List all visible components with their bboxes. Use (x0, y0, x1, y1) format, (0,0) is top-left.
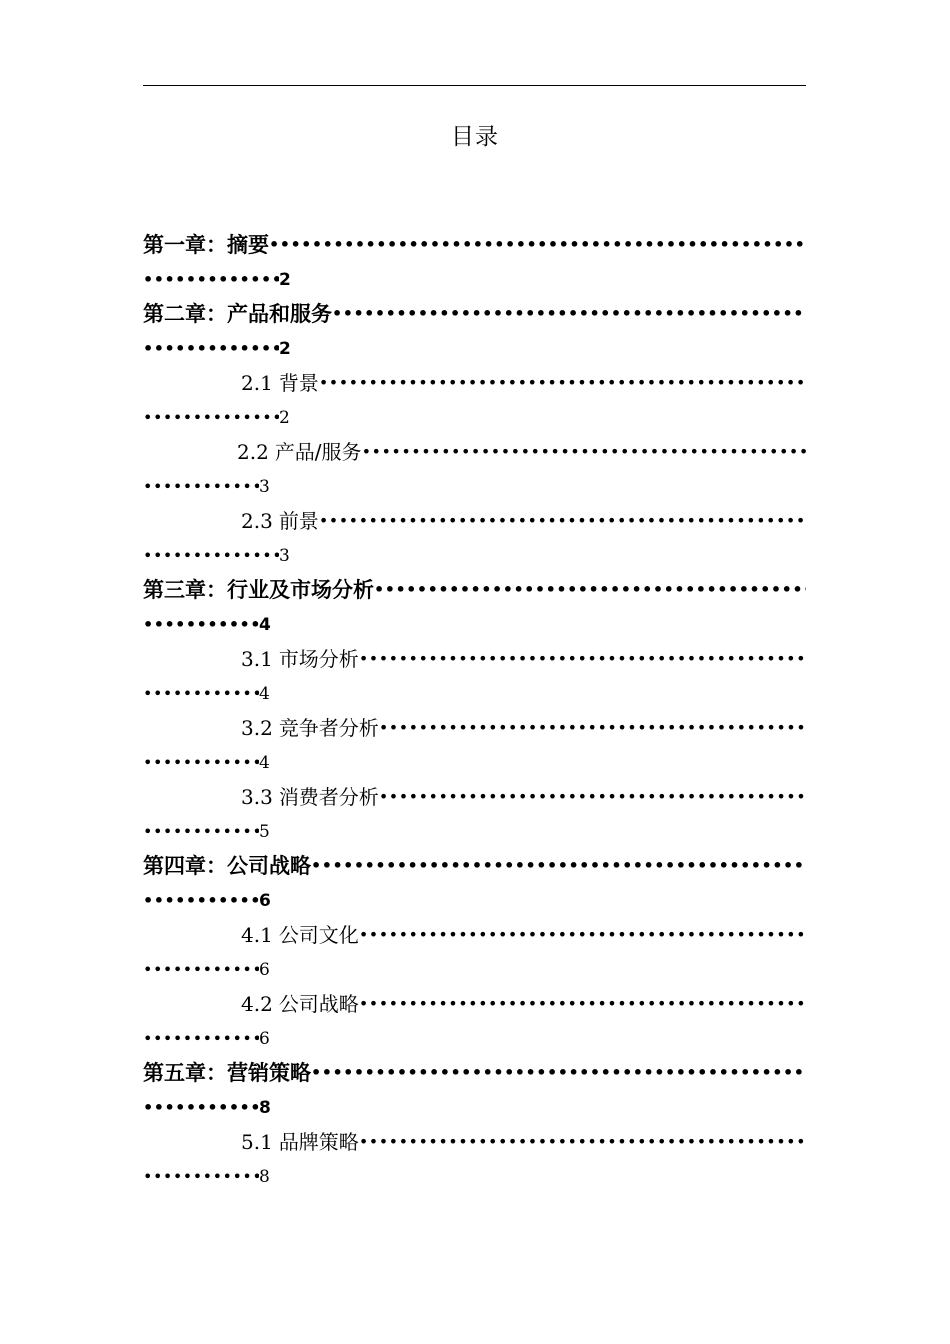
dot-leader (143, 263, 279, 297)
dot-leader (359, 918, 806, 952)
toc-section-number: 2.1 (241, 371, 273, 395)
toc-section-number: 3.1 (241, 647, 273, 671)
toc-entry-label: 前景 (278, 509, 319, 533)
toc-page-number: 6 (259, 1029, 270, 1049)
toc-page-number: 4 (259, 753, 270, 773)
toc-entry-2-1[interactable] (143, 366, 806, 435)
toc-section-number: 5.1 (241, 1130, 273, 1154)
toc-entry-label: 第五章：营销策略 (143, 1061, 311, 1085)
toc-entry-label: 产品/服务 (274, 440, 362, 464)
toc-section-number: 4.1 (241, 923, 273, 947)
toc-entry-4-2[interactable] (143, 987, 806, 1056)
toc-page-number: 2 (279, 339, 291, 359)
toc-entry-3-1[interactable] (143, 642, 806, 711)
toc-entry-2-3[interactable] (143, 504, 806, 573)
dot-leader (359, 642, 806, 676)
toc-entry-label: 品牌策略 (278, 1130, 359, 1154)
dot-leader (311, 849, 806, 883)
toc-page-number: 6 (259, 960, 270, 980)
toc-entry-chapter-5[interactable] (143, 1056, 806, 1125)
dot-leader (359, 1125, 806, 1159)
toc-entry-label: 消费者分析 (278, 785, 379, 809)
toc-entry-chapter-4[interactable] (143, 849, 806, 918)
toc-entry-label: 市场分析 (278, 647, 359, 671)
header-rule (143, 85, 806, 86)
toc-section-number: 3.3 (241, 785, 273, 809)
dot-leader (143, 1091, 259, 1125)
toc-entry-label: 第一章：摘要 (143, 233, 269, 257)
dot-leader (143, 1022, 259, 1056)
toc-page-number: 4 (259, 684, 270, 704)
toc-page-number: 4 (259, 615, 271, 635)
toc-entry-3-3[interactable] (143, 780, 806, 849)
toc-page-number: 3 (259, 477, 270, 497)
toc-entry-label: 背景 (278, 371, 319, 395)
toc-entry-label: 第二章：产品和服务 (143, 302, 332, 326)
table-of-contents (143, 228, 806, 1194)
toc-entry-3-2[interactable] (143, 711, 806, 780)
dot-leader (143, 746, 259, 780)
dot-leader (143, 815, 259, 849)
toc-page-number: 3 (279, 546, 290, 566)
dot-leader (143, 608, 259, 642)
dot-leader (269, 228, 806, 262)
toc-page-number: 8 (259, 1098, 271, 1118)
toc-page-number: 2 (279, 270, 291, 290)
toc-page-number: 5 (259, 822, 270, 842)
dot-leader (143, 539, 279, 573)
toc-section-number: 3.2 (241, 716, 273, 740)
dot-leader (143, 470, 259, 504)
toc-entry-label: 公司文化 (278, 923, 359, 947)
dot-leader (374, 573, 806, 607)
dot-leader (143, 884, 259, 918)
dot-leader (319, 366, 806, 400)
toc-entry-chapter-3[interactable] (143, 573, 806, 642)
dot-leader (143, 677, 259, 711)
toc-page-number: 8 (259, 1167, 270, 1187)
toc-section-number: 2.2 (237, 440, 269, 464)
dot-leader (143, 1160, 259, 1194)
dot-leader (379, 711, 806, 745)
dot-leader (311, 1056, 806, 1090)
toc-entry-5-1[interactable] (143, 1125, 806, 1194)
page-title: 目录 (451, 124, 499, 150)
dot-leader (379, 780, 806, 814)
toc-section-number: 2.3 (241, 509, 273, 533)
dot-leader (332, 297, 806, 331)
toc-entry-label: 第三章：行业及市场分析 (143, 578, 374, 602)
toc-entry-label: 第四章：公司战略 (143, 854, 311, 878)
dot-leader (362, 435, 806, 469)
dot-leader (143, 401, 279, 435)
toc-section-number: 4.2 (241, 992, 273, 1016)
dot-leader (319, 504, 806, 538)
toc-page-number: 2 (279, 408, 290, 428)
toc-entry-4-1[interactable] (143, 918, 806, 987)
dot-leader (143, 332, 279, 366)
toc-entry-chapter-1[interactable] (143, 228, 806, 297)
toc-entry-2-2[interactable] (143, 435, 806, 504)
dot-leader (359, 987, 806, 1021)
toc-entry-label: 竞争者分析 (278, 716, 379, 740)
toc-page-number: 6 (259, 891, 271, 911)
toc-entry-label: 公司战略 (278, 992, 359, 1016)
toc-entry-chapter-2[interactable] (143, 297, 806, 366)
dot-leader (143, 953, 259, 987)
